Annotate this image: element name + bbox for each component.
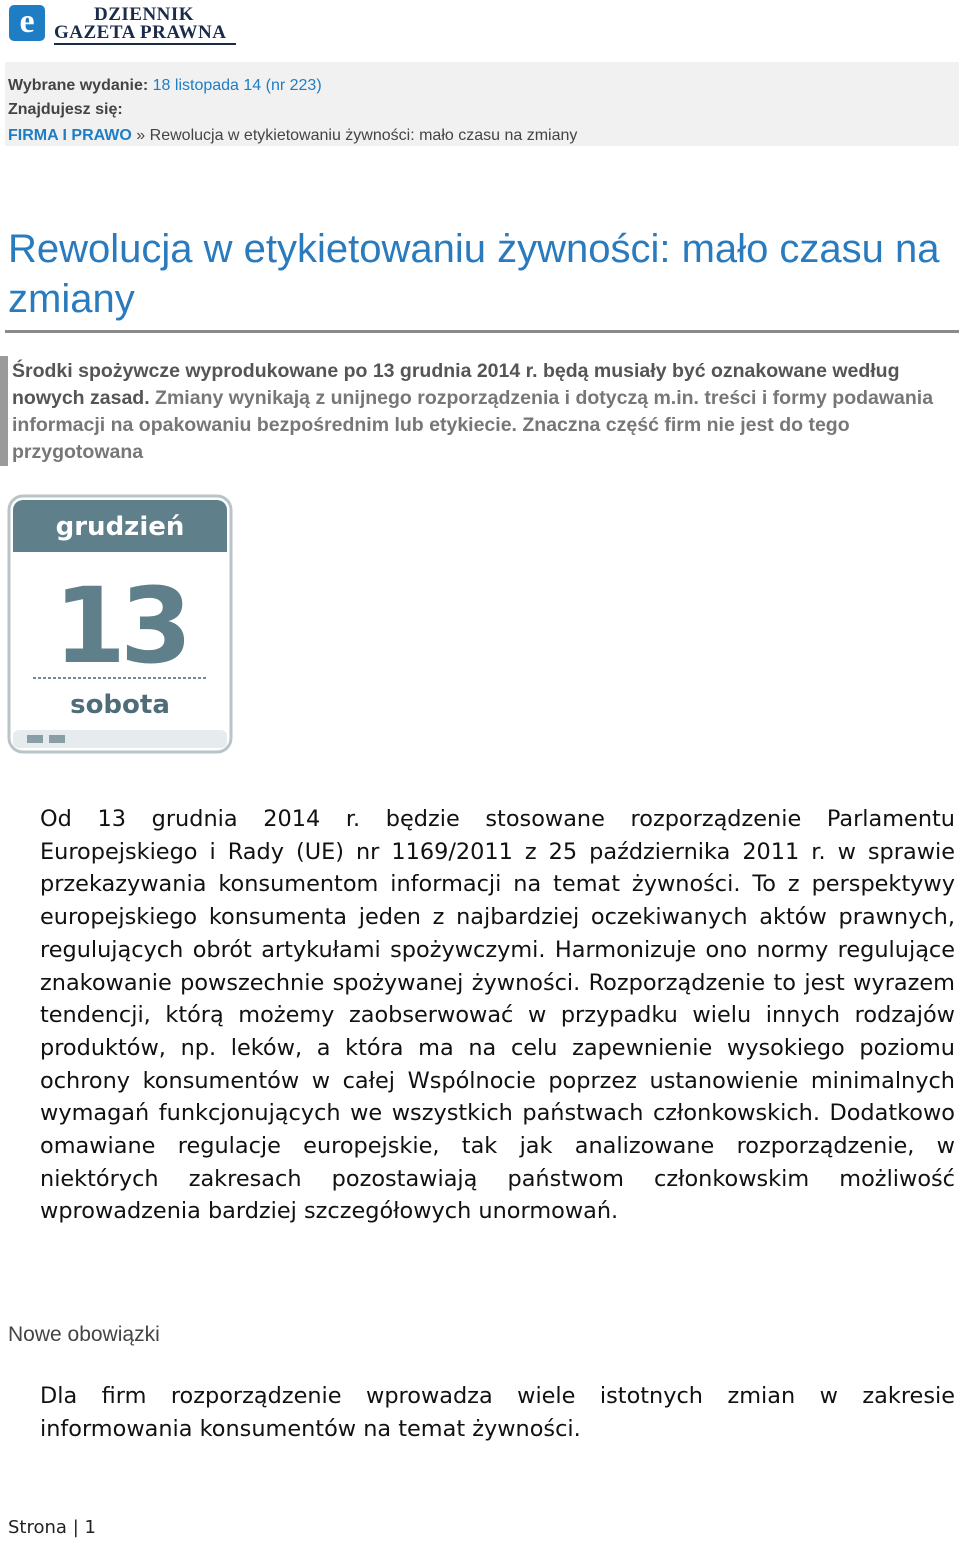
page-footer	[8, 1517, 96, 1538]
page-number: 1	[84, 1517, 96, 1538]
breadcrumb-current: Rewolucja w etykietowaniu żywności: mało czasu na zmiany	[149, 127, 578, 144]
breadcrumb-separator: »	[136, 127, 146, 144]
logo-underline	[54, 43, 236, 45]
calendar-day: 13	[53, 565, 187, 687]
calendar-image	[7, 494, 233, 754]
page-separator: |	[72, 1517, 79, 1538]
edition-line	[8, 76, 322, 96]
logo-line-1: DZIENNIK	[94, 4, 195, 25]
edition-link[interactable]: 18 listopada 14 (nr 223)	[152, 77, 322, 94]
calendar-icon	[7, 494, 233, 754]
breadcrumb	[8, 126, 577, 146]
location-label: Znajdujesz się:	[8, 101, 123, 118]
article-title: Rewolucja w etykietowaniu żywności: mało czasu na zmiany	[8, 227, 940, 321]
title-divider	[5, 330, 959, 333]
article-subheading: Nowe obowiązki	[8, 1323, 160, 1346]
edition-info-bar	[5, 62, 959, 146]
article-lead	[12, 358, 952, 466]
lead-part-3: Znaczna część firm nie jest do tego przygotowana	[12, 414, 850, 463]
lead-part-2: Zmiany wynikają z unijnego rozporządzenia i dotyczą m.in. treści i formy podawania informacji na opakowaniu bezpośrednim lub etykiecie.	[12, 387, 934, 436]
calendar-weekday: sobota	[70, 690, 170, 720]
location-line	[8, 100, 123, 120]
lead-accent-bar	[0, 356, 8, 466]
article-paragraph-1: Od 13 grudnia 2014 r. będzie stosowane rozporządzenie Parlamentu Europejskiego i Rady (UE) nr 1169/2011 z 25 października 2011 r. w sprawie przekazywania konsumentom informacji na temat żywności. To z perspektywy europejskiego konsumenta jeden z najbardziej oczekiwanych aktów prawnych, regulujących obrót artykułami spożywczymi. Harmonizuje ono normy regulujące znakowanie powszechnie spożywanej żywności. Rozporządzenie to jest wyrazem tendencji, którą możemy zaobserwować w przypadku wielu innych rodzajów produktów, np. leków, a która ma na celu zapewnienie wysokiego poziomu ochrony konsumentów w całej Wspólnocie poprzez ustanowienie minimalnych wymagań funkcjonujących we wszystkich państwach członkowskich. Dodatkowo omawiane regulacje europejskie, tak jak analizowane rozporządzenie, w niektórych zakresach pozostawiają państwom członkowskim możliwość wprowadzenia bardziej szczegółowych unormowań.	[40, 806, 955, 1225]
lead-part-1: Środki spożywcze wyprodukowane po 13 grudnia 2014 r. będą musiały być oznakowane według nowych zasad.	[12, 360, 900, 409]
logo-line-2: GAZETA PRAWNA	[54, 22, 227, 43]
breadcrumb-section-link[interactable]: FIRMA I PRAWO	[8, 127, 132, 144]
page-label: Strona	[8, 1517, 67, 1538]
site-header	[0, 0, 960, 46]
logo-e-icon[interactable]: e	[9, 5, 45, 41]
article-paragraph-2: Dla firm rozporządzenie wprowadza wiele istotnych zmian w zakresie informowania konsumentów na temat żywności.	[40, 1383, 955, 1442]
edition-label: Wybrane wydanie:	[8, 77, 149, 94]
calendar-month: grudzień	[55, 512, 185, 542]
